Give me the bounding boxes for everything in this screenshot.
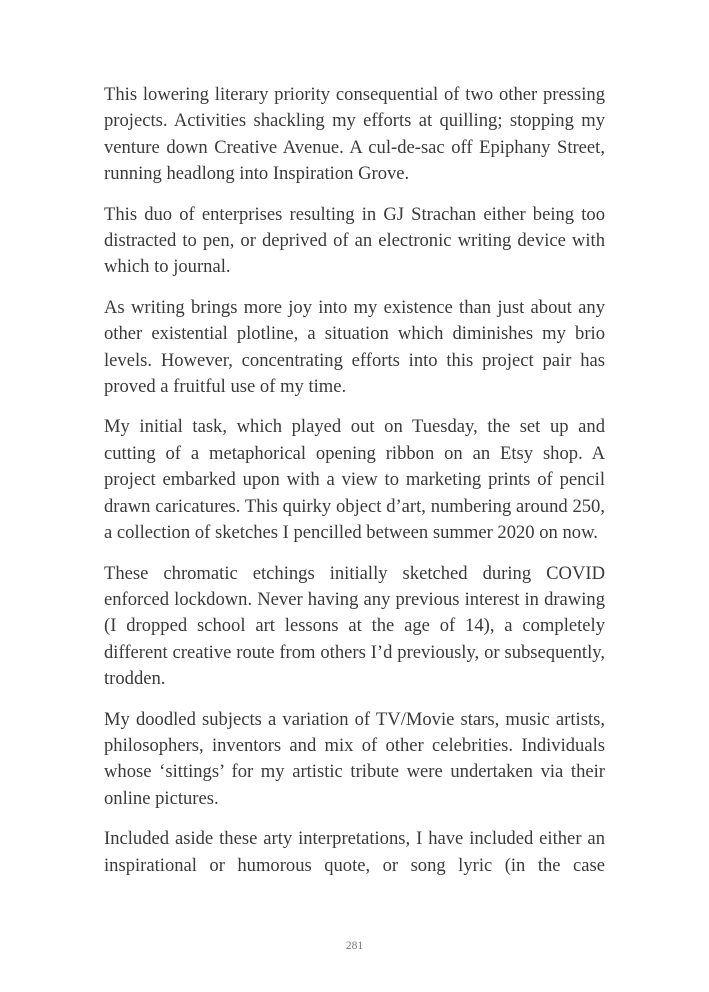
page-number: 281: [345, 940, 364, 952]
paragraph: My initial task, which played out on Tuesday, the set up and cutting of a metaphorical opening ribbon on an Etsy shop. A project embarked upon with a view to marketing prints of pencil drawn caricatures. This quirky object d’art, numbering around 250, a collection of sketches I pencilled between summer 2020 on now.: [104, 416, 605, 544]
paragraph: This lowering literary priority consequential of two other pressing projects. Activities shackling my efforts at quilling; stopping my venture down Creative Avenue. A cul-de-sac off Epiphany Street, running headlong into Inspiration Grove.: [104, 84, 605, 185]
paragraph: This duo of enterprises resulting in GJ Strachan either being too distracted to pen, or deprived of an electronic writing device with which to journal.: [104, 203, 605, 278]
page-body: [104, 82, 605, 893]
paragraph: These chromatic etchings initially sketched during COVID enforced lockdown. Never having any previous interest in drawing (I dropped school art lessons at the age of 14), a completely different creative route from others I’d previously, or subsequently, trodden.: [104, 562, 605, 690]
paragraph: My doodled subjects a variation of TV/Movie stars, music artists, philosophers, inventors and mix of other celebrities. Individuals whose ‘sittings’ for my artistic tribute were undertaken via their online pictures.: [104, 708, 605, 809]
paragraph: As writing brings more joy into my existence than just about any other existential plotline, a situation which diminishes my brio levels. However, concentrating efforts into this project pair has proved a fruitful use of my time.: [104, 296, 605, 398]
paragraph: Included aside these arty interpretations, I have included either an inspirational or humorous quote, or song lyric (in the case: [104, 828, 605, 876]
